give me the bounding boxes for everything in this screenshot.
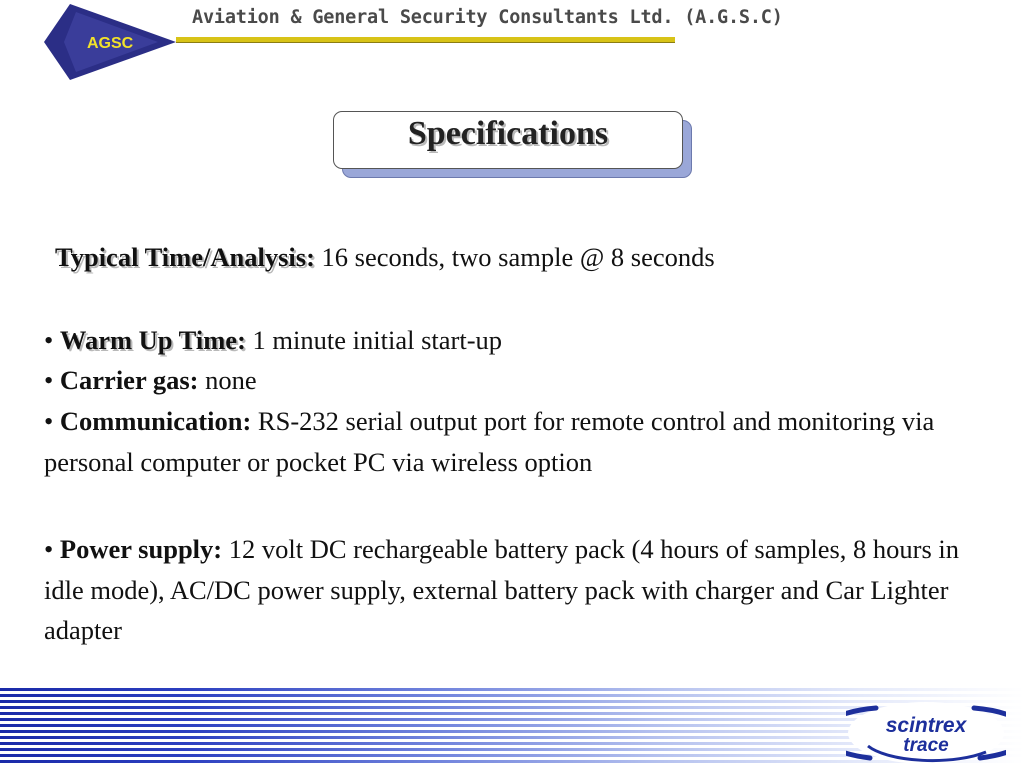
- header-rule: [176, 37, 675, 42]
- typical-time-value: 16 seconds, two sample @ 8 seconds: [314, 242, 715, 272]
- title-box: [333, 111, 683, 169]
- slide-title: Specifications: [407, 115, 609, 152]
- warmup-value: 1 minute initial start-up: [245, 325, 503, 355]
- communication-paragraph: [44, 401, 964, 482]
- power-value: 12 volt DC rechargeable battery pack (4 hours of samples, 8 hours in idle mode), AC/DC power supply, external battery pack with charger and Car Lighter adapter: [44, 534, 960, 645]
- carrier-value: none: [198, 365, 257, 395]
- power-paragraph: [44, 529, 964, 651]
- communication-value: RS-232 serial output port for remote control and monitoring via personal computer or pocket PC via wireless option: [44, 406, 935, 477]
- trace-text: trace: [903, 735, 949, 756]
- scintrex-text: scintrex: [885, 714, 967, 737]
- typical-time-line: [55, 237, 715, 278]
- footer-stripe: [0, 694, 1024, 697]
- power-bullet: •: [44, 534, 54, 564]
- carrier-line: [44, 360, 257, 401]
- header-title: Aviation & General Security Consultants Ltd. (A.G.S.C): [192, 7, 783, 28]
- agsc-logo-text: AGSC: [87, 35, 134, 52]
- carrier-bullet: •: [44, 365, 54, 395]
- communication-bullet: •: [44, 406, 54, 436]
- warmup-line: [44, 320, 502, 361]
- footer-stripe: [0, 688, 1024, 691]
- warmup-label: Warm Up Time:: [59, 325, 246, 355]
- agsc-logo: [40, 2, 176, 80]
- typical-time-label: Typical Time/Analysis:: [55, 242, 315, 272]
- power-label: Power supply:: [59, 534, 223, 564]
- carrier-label: Carrier gas:: [59, 365, 199, 395]
- communication-label: Communication:: [59, 406, 252, 436]
- warmup-bullet: •: [44, 325, 54, 355]
- scintrex-trace-logo: [846, 700, 1006, 766]
